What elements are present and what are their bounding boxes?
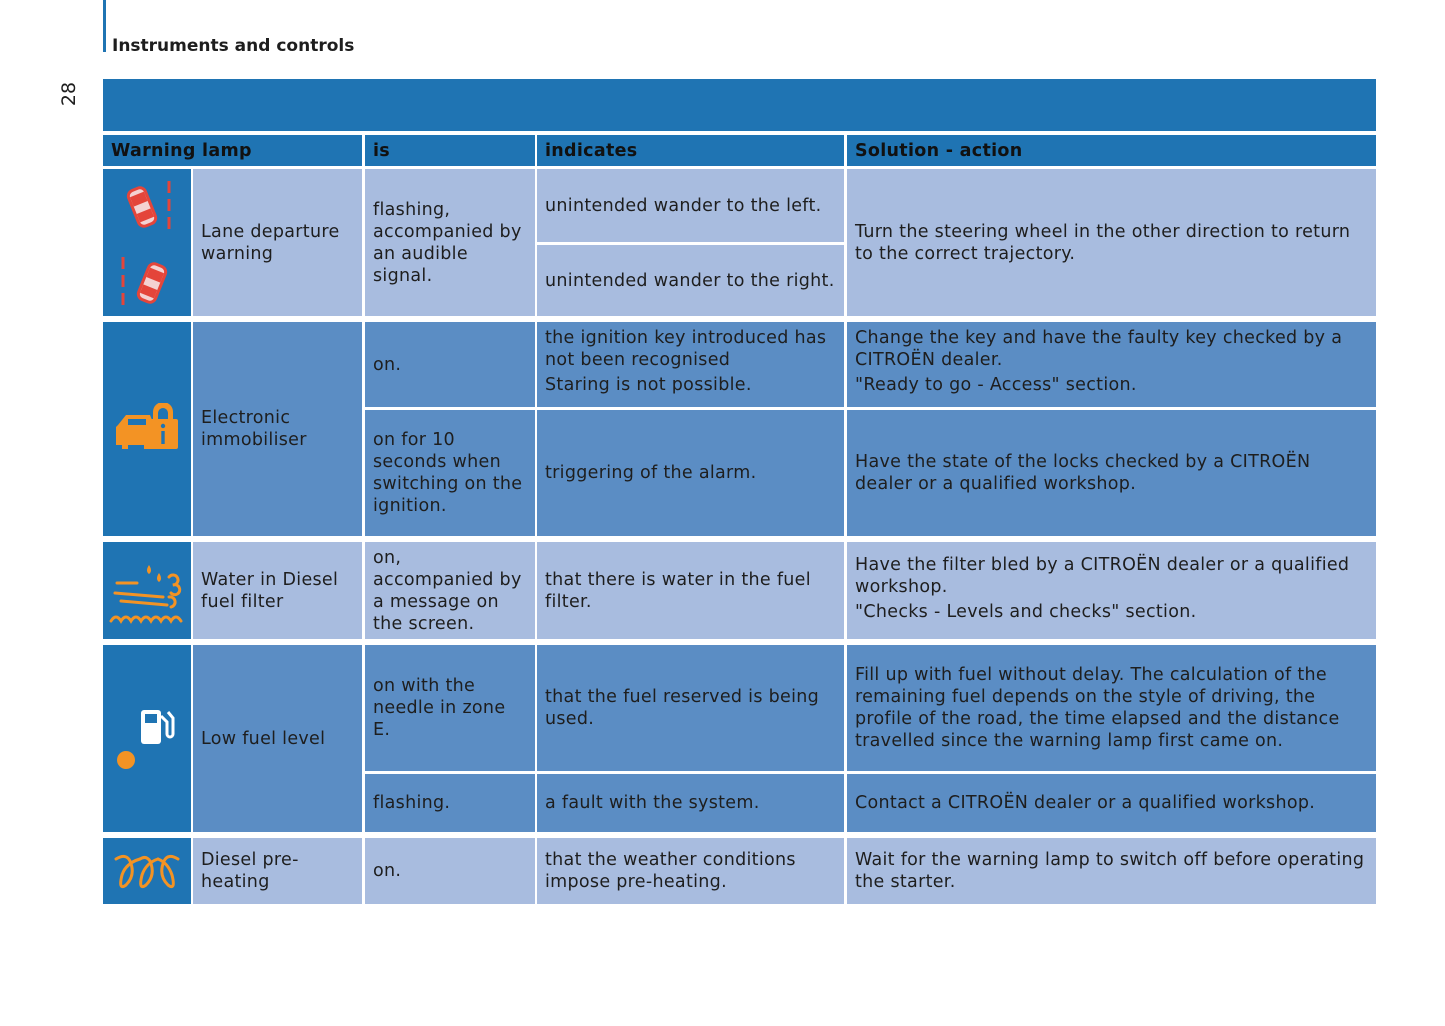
header-warning-lamp: Warning lamp	[103, 135, 362, 166]
immobiliser-icon	[103, 322, 191, 536]
low-fuel-name: Low fuel level	[193, 645, 362, 832]
low-fuel-is-2: flashing.	[365, 774, 535, 832]
low-fuel-icon	[103, 645, 191, 832]
immobiliser-indicates-1-line-1: the ignition key introduced has not been recognised	[545, 328, 827, 370]
water-in-fuel-icon	[103, 542, 191, 639]
preheating-icon	[103, 838, 191, 904]
low-fuel-action-2: Contact a CITROËN dealer or a qualified workshop.	[847, 774, 1376, 832]
immobiliser-action-1-line-2: "Ready to go - Access" section.	[855, 375, 1137, 395]
lane-departure-name: Lane departure warning	[193, 169, 362, 316]
water-in-fuel-is: on, accompanied by a message on the screen.	[365, 542, 535, 639]
header-is: is	[365, 135, 535, 166]
water-in-fuel-action-line-2: "Checks - Levels and checks" section.	[855, 602, 1197, 622]
immobiliser-name: Electronic immobiliser	[193, 322, 362, 536]
preheating-action: Wait for the warning lamp to switch off before operating the starter.	[847, 838, 1376, 904]
preheating-is: on.	[365, 838, 535, 904]
water-in-fuel-name: Water in Diesel fuel filter	[193, 542, 362, 639]
preheating-indicates: that the weather conditions impose pre-heating.	[537, 838, 844, 904]
low-fuel-indicates-2: a fault with the system.	[537, 774, 844, 832]
immobiliser-action-1	[847, 322, 1376, 407]
immobiliser-indicates-1-line-2: Staring is not possible.	[545, 375, 752, 395]
low-fuel-action-1: Fill up with fuel without delay. The calculation of the remaining fuel depends on the style of driving, the profile of the road, the time elapsed and the distance travelled since the warning lamp first came on.	[847, 645, 1376, 771]
immobiliser-indicates-1	[537, 322, 844, 407]
water-in-fuel-action-line-1: Have the filter bled by a CITROËN dealer or a qualified workshop.	[855, 555, 1350, 597]
table-title-bar	[103, 79, 1376, 131]
section-marker-line	[103, 0, 106, 52]
lane-departure-indicates-left: unintended wander to the left.	[537, 169, 844, 242]
immobiliser-is-1: on.	[365, 322, 535, 407]
lane-departure-action: Turn the steering wheel in the other direction to return to the correct trajectory.	[847, 169, 1376, 316]
water-in-fuel-action	[847, 542, 1376, 639]
low-fuel-is-1: on with the needle in zone E.	[365, 645, 535, 771]
immobiliser-is-2: on for 10 seconds when switching on the ignition.	[365, 410, 535, 536]
immobiliser-indicates-2: triggering of the alarm.	[537, 410, 844, 536]
lane-departure-indicates-right: unintended wander to the right.	[537, 245, 844, 316]
low-fuel-indicates-1: that the fuel reserved is being used.	[537, 645, 844, 771]
header-indicates: indicates	[537, 135, 844, 166]
immobiliser-action-2: Have the state of the locks checked by a CITROËN dealer or a qualified workshop.	[847, 410, 1376, 536]
header-solution-action: Solution - action	[847, 135, 1376, 166]
lane-departure-icon	[103, 169, 191, 316]
page-number: 28	[58, 81, 80, 107]
section-title: Instruments and controls	[112, 36, 355, 56]
water-in-fuel-indicates: that there is water in the fuel filter.	[537, 542, 844, 639]
lane-departure-is: flashing, accompanied by an audible signal.	[365, 169, 535, 316]
preheating-name: Diesel pre-heating	[193, 838, 362, 904]
immobiliser-action-1-line-1: Change the key and have the faulty key checked by a CITROËN dealer.	[855, 328, 1343, 370]
